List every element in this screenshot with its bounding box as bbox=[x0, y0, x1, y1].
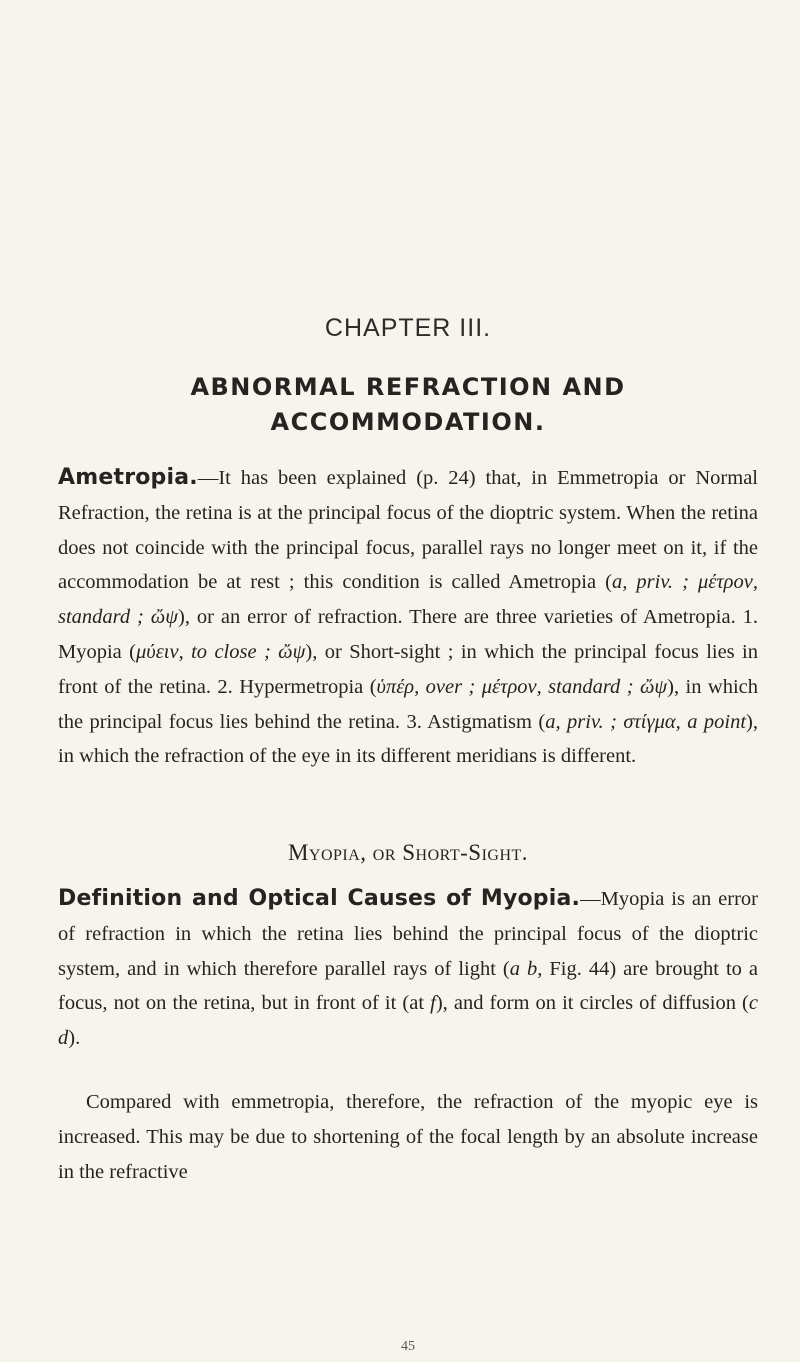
page-number: 45 bbox=[401, 1339, 415, 1354]
ametropia-lead: Ametropia. bbox=[58, 465, 198, 490]
book-page bbox=[58, 0, 758, 1362]
ametropia-text-2: ), or an error of refraction. There are three varieties of Ametropia. 1. Myopia ( bbox=[58, 606, 758, 663]
ametropia-etymology-1: a, priv. ; μέτρον, standard ; ὤψ bbox=[58, 571, 758, 629]
astigmatism-etymology: a, priv. ; στίγμα, a point bbox=[545, 710, 747, 733]
definition-paragraph bbox=[58, 882, 758, 1056]
definition-lead: Definition and Optical Causes of Myopia. bbox=[58, 886, 581, 911]
rays-label: a b bbox=[509, 957, 538, 980]
definition-text-3: ), and form on it circles of diffusion ( bbox=[435, 992, 749, 1015]
definition-text-4: ). bbox=[68, 1027, 81, 1050]
ametropia-text-5: ), in which the refraction of the eye in its different meridians is different. bbox=[58, 710, 758, 768]
definition-text-1: —Myopia is an error of refraction in which the retina lies behind the principal focus of the dioptric system, and in which therefore parallel rays of light ( bbox=[58, 888, 759, 980]
diffusion-label: c d bbox=[58, 992, 758, 1050]
ametropia-text-4: ), in which the principal focus lies behind the retina. 3. Astigmatism ( bbox=[58, 675, 758, 733]
ametropia-text-1: —It has been explained (p. 24) that, in Emmetropia or Normal Refraction, the retina is at the principal focus of the dioptric system. When the retina does not coincide with the principal focus, parallel rays no longer meet on it, if the accommodation be at rest ; this condition is called Ametropia ( bbox=[58, 467, 758, 594]
chapter-title-line-2: ACCOMMODATION. bbox=[270, 408, 546, 436]
compared-paragraph: Compared with emmetropia, therefore, the refraction of the myopic eye is increased. This may be due to shortening of the focal length by an absolute increase in the refractive bbox=[58, 1091, 758, 1183]
definition-text-2: , Fig. 44) are brought to a focus, not on the retina, but in front of it (at bbox=[58, 957, 759, 1015]
focus-label: f bbox=[430, 992, 436, 1015]
ametropia-paragraph bbox=[58, 461, 758, 774]
section-heading: Myopia, or Short-Sight. bbox=[287, 840, 529, 865]
ametropia-text-3: ), or Short-sight ; in which the principal focus lies in front of the retina. 2. Hypermetropia ( bbox=[58, 640, 759, 698]
chapter-title bbox=[58, 370, 758, 440]
chapter-title-line-1: ABNORMAL REFRACTION AND bbox=[190, 373, 626, 401]
chapter-label: CHAPTER III. bbox=[324, 314, 492, 342]
myopia-etymology: μύειν, to close ; ὤψ bbox=[136, 640, 306, 663]
hypermetropia-etymology: ὑπέρ, over ; μέτρον, standard ; ὤψ bbox=[376, 675, 668, 698]
